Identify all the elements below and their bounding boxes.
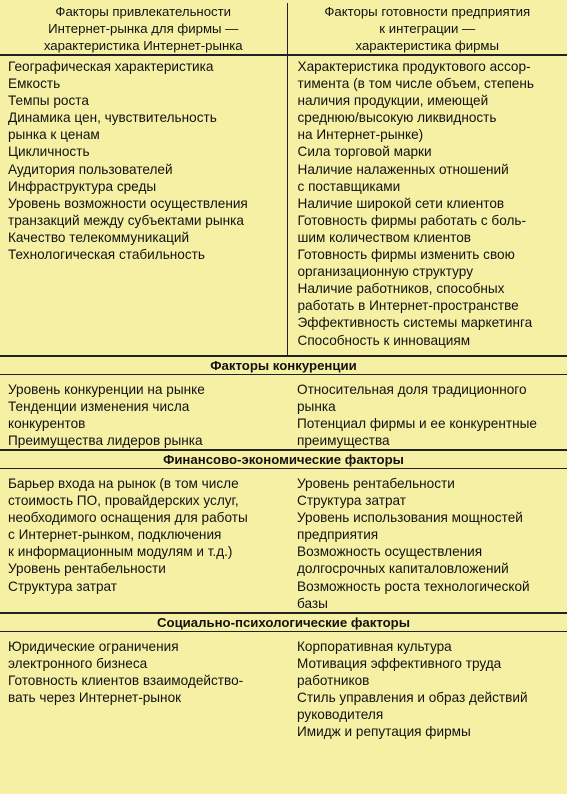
factor-line: Готовность клиентов взаимодейство- [8, 672, 244, 688]
factors-row [0, 55, 567, 356]
factor-line: транзакций между субъектами рынка [8, 212, 244, 228]
factor-line: Структура затрат [297, 493, 407, 509]
factor-line: Динамика цен, чувствительность [8, 110, 217, 126]
factor-line: Юридические ограничения [8, 638, 179, 654]
factor-line: долгосрочных капиталовложений [297, 561, 509, 577]
factor-line: работников [297, 672, 370, 688]
factor-line: шим количеством клиентов [297, 229, 471, 245]
factor-line: предприятия [297, 527, 379, 543]
factors-cell-right [287, 55, 567, 356]
factor-line: электронного бизнеса [8, 655, 148, 671]
factor-line: руководителя [297, 707, 384, 723]
factor-line: Возможность осуществления [297, 544, 483, 560]
factors-cell-left [0, 55, 287, 356]
factor-line: работать в Интернет-пространстве [297, 298, 519, 314]
factors-cell-left [0, 374, 287, 450]
factor-line: тимента (в том числе объем, степень [297, 76, 534, 92]
factor-line: Мотивация эффективного труда [297, 655, 502, 671]
factors-table-body [0, 3, 567, 740]
factor-line: Географическая характеристика [8, 59, 214, 74]
factor-line: Готовность фирмы изменить свою [297, 247, 515, 263]
factors-cell-left [0, 468, 287, 612]
factor-line: Уровень рентабельности [297, 475, 455, 491]
factors-row [0, 374, 567, 450]
factor-line: базы [297, 595, 328, 611]
factor-line: Сила торговой марки [297, 144, 432, 160]
factor-line: Структура затрат [8, 578, 118, 594]
factor-line: организационную структуру [297, 264, 474, 280]
header-line: характеристика Интернет-рынка [43, 38, 243, 53]
factor-line: Наличие работников, способных [297, 281, 505, 297]
factor-line: среднюю/высокую ликвидность [297, 110, 497, 126]
factor-line: необходимого оснащения для работы [8, 510, 248, 526]
factor-line: Уровень конкуренции на рынке [8, 381, 205, 397]
factor-line: Стиль управления и образ действий [297, 690, 528, 705]
factor-line: Тенденции изменения числа [8, 398, 190, 414]
factors-cell-right [287, 374, 567, 450]
factor-line: Преимущества лидеров рынка [8, 432, 203, 448]
factor-line: Темпы роста [8, 93, 89, 109]
factor-line: Возможность роста технологической [297, 578, 530, 594]
factor-line: Уровень использования мощностей [297, 510, 523, 526]
factor-line: наличия продукции, имеющей [297, 93, 489, 109]
factor-line: Емкость [8, 76, 61, 92]
factor-line: Уровень рентабельности [8, 561, 166, 577]
section-title: Факторы конкуренции [0, 356, 567, 375]
factors-table [0, 3, 567, 740]
factor-line: Наличие налаженных отношений [297, 161, 509, 177]
factor-line: к информационным модулям и т.д.) [8, 544, 233, 560]
factor-line: Инфраструктура среды [8, 178, 157, 194]
factor-line: Потенциал фирмы и ее конкурентные [297, 415, 537, 431]
header-line: Интернет-рынка для фирмы — [48, 21, 239, 36]
factors-cell-right [287, 631, 567, 740]
header-line: характеристика фирмы [355, 38, 499, 53]
column-header-right [287, 3, 567, 55]
factors-row [0, 468, 567, 612]
factor-line: на Интернет-рынке) [297, 127, 424, 143]
factor-line: преимущества [297, 432, 390, 448]
factors-cell-right [287, 468, 567, 612]
section-header-row [0, 613, 567, 632]
header-line: Факторы привлекательности [55, 4, 232, 19]
section-title: Социально-психологические факторы [0, 613, 567, 632]
factors-cell-left [0, 631, 287, 740]
factor-line: Имидж и репутация фирмы [297, 724, 471, 740]
factor-line: рынка к ценам [8, 127, 100, 143]
factor-line: Технологическая стабильность [8, 247, 205, 263]
factor-line: Барьер входа на рынок (в том числе [8, 475, 239, 491]
factor-line: стоимость ПО, провайдерских услуг, [8, 493, 239, 509]
factor-line: с Интернет-рынком, подключения [8, 527, 222, 543]
column-header-row [0, 3, 567, 55]
factor-line: конкурентов [8, 415, 86, 431]
section-header-row [0, 450, 567, 469]
factor-line: Способность к инновациям [297, 332, 471, 348]
factor-line: Готовность фирмы работать с боль- [297, 212, 526, 228]
factor-line: Эффективность системы маркетинга [297, 315, 533, 331]
header-line: Факторы готовности предприятия [324, 4, 531, 19]
column-header-left [0, 3, 287, 55]
factor-line: с поставщиками [297, 178, 401, 194]
factor-line: Качество телекоммуникаций [8, 229, 190, 245]
factor-line: Относительная доля традиционного [297, 381, 527, 397]
factors-row [0, 631, 567, 740]
header-line: к интеграции — [379, 21, 476, 36]
factor-line: Цикличность [8, 144, 90, 160]
section-title: Финансово-экономические факторы [0, 450, 567, 469]
factor-line: Аудитория пользователей [8, 161, 173, 177]
factor-line: Наличие широкой сети клиентов [297, 195, 505, 211]
section-header-row [0, 356, 567, 375]
factor-line: Уровень возможности осуществления [8, 195, 248, 211]
factor-line: Корпоративная культура [297, 638, 452, 654]
factor-line: рынка [297, 398, 336, 414]
factor-line: Характеристика продуктового ассор- [297, 59, 531, 74]
factor-line: вать через Интернет-рынок [8, 690, 182, 705]
